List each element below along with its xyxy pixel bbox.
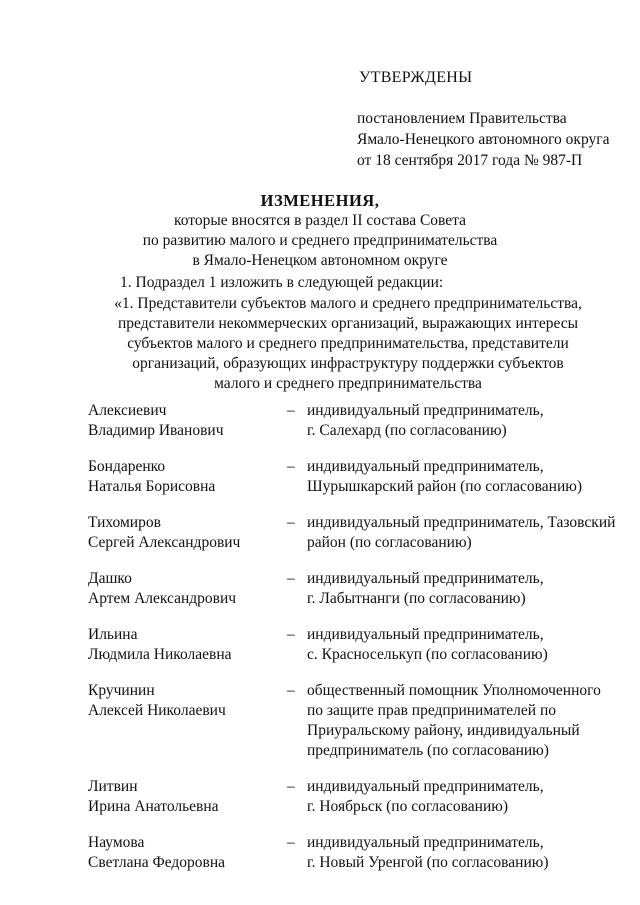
description-line: г. Ноябрьск (по согласованию) [307, 798, 508, 815]
quote-line: «1. Представители субъектов малого и среднего предпринимательства, [114, 295, 582, 312]
section-heading-quote [110, 294, 586, 394]
subtitle-line: которые вносятся в раздел II состава Совета [173, 212, 467, 229]
member-entry [0, 625, 640, 665]
member-description [307, 457, 592, 497]
description-line: по защите прав предпринимателей по [307, 702, 556, 719]
approval-resolution [357, 108, 609, 171]
member-given-names: Сергей Александрович [88, 534, 241, 551]
member-entry [0, 401, 640, 441]
member-given-names: Артем Александрович [88, 590, 237, 607]
description-line: индивидуальный предприниматель, [307, 570, 544, 587]
member-given-names: Владимир Иванович [88, 422, 224, 439]
member-name [88, 625, 278, 665]
description-line: индивидуальный предприниматель, [307, 778, 544, 795]
member-name [88, 681, 278, 721]
description-line: г. Новый Уренгой (по согласованию) [307, 854, 549, 871]
quote-line: малого и среднего предпринимательства [214, 375, 482, 392]
member-name [88, 457, 278, 497]
dash-separator: – [287, 682, 295, 699]
description-line: Шурышкарский район (по согласованию) [307, 478, 582, 495]
dash-separator: – [287, 570, 295, 587]
member-description [307, 777, 592, 817]
subtitle-line: в Ямало-Ненецком автономном округе [192, 252, 448, 269]
member-surname: Наумова [88, 834, 145, 851]
dash-separator: – [287, 514, 295, 531]
quote-line: организаций, образующих инфраструктуру поддержки субъектов [132, 355, 564, 372]
description-line: индивидуальный предприниматель, [307, 402, 544, 419]
description-line: с. Красноселькуп (по согласованию) [307, 646, 548, 663]
member-description [307, 513, 616, 553]
member-description [307, 681, 601, 761]
resolution-line: Ямало-Ненецкого автономного округа [357, 131, 610, 148]
description-line: индивидуальный предприниматель, [307, 626, 544, 643]
member-surname: Тихомиров [88, 514, 161, 531]
dash-separator: – [287, 458, 295, 475]
member-name [88, 833, 278, 873]
dash-separator: – [287, 834, 295, 851]
document-title: ИЗМЕНЕНИЯ, [260, 191, 380, 210]
member-name [88, 569, 278, 609]
document-subtitle [0, 211, 640, 271]
member-surname: Ильина [88, 626, 138, 643]
member-entry [0, 457, 640, 497]
description-line: г. Салехард (по согласованию) [307, 422, 507, 439]
member-surname: Алексиевич [88, 402, 167, 419]
member-description [307, 625, 592, 665]
member-given-names: Наталья Борисовна [88, 478, 216, 495]
member-entry [0, 777, 640, 817]
member-entry [0, 513, 640, 553]
member-surname: Литвин [88, 778, 138, 795]
description-line: Приуральскому району, индивидуальный [307, 722, 580, 739]
dash-separator: – [287, 402, 295, 419]
members-list [0, 401, 640, 889]
member-entry [0, 681, 640, 761]
member-surname: Кручинин [88, 682, 155, 699]
description-line: индивидуальный предприниматель, [307, 458, 544, 475]
dash-separator: – [287, 778, 295, 795]
description-line: г. Лабытнанги (по согласованию) [307, 590, 526, 607]
resolution-line: постановлением Правительства [357, 110, 567, 127]
member-entry [0, 833, 640, 873]
member-given-names: Людмила Николаевна [88, 646, 232, 663]
member-entry [0, 569, 640, 609]
description-line: индивидуальный предприниматель, [307, 834, 544, 851]
approved-heading: УТВЕРЖДЕНЫ [359, 69, 473, 86]
member-name [88, 777, 278, 817]
member-description [307, 569, 592, 609]
dash-separator: – [287, 626, 295, 643]
description-line: общественный помощник Уполномоченного [307, 682, 601, 699]
subtitle-line: по развитию малого и среднего предпринимательства [142, 232, 498, 249]
resolution-line: от 18 сентября 2017 года № 987-П [357, 152, 583, 169]
member-given-names: Алексей Николаевич [88, 702, 226, 719]
member-name [88, 401, 278, 441]
member-description [307, 833, 592, 873]
description-line: район (по согласованию) [307, 534, 472, 551]
member-given-names: Ирина Анатольевна [88, 798, 219, 815]
member-given-names: Светлана Федоровна [88, 854, 226, 871]
quote-line: субъектов малого и среднего предпринимательства, представители [127, 335, 569, 352]
member-description [307, 401, 592, 441]
member-surname: Дашко [88, 570, 132, 587]
quote-line: представители некоммерческих организаций, выражающих интересы [117, 315, 579, 332]
description-line: предприниматель (по согласованию) [307, 742, 549, 759]
member-surname: Бондаренко [88, 458, 166, 475]
intro-paragraph: 1. Подраздел 1 изложить в следующей редакции: [120, 274, 444, 291]
member-name [88, 513, 278, 553]
description-line: индивидуальный предприниматель, Тазовский [307, 514, 616, 531]
